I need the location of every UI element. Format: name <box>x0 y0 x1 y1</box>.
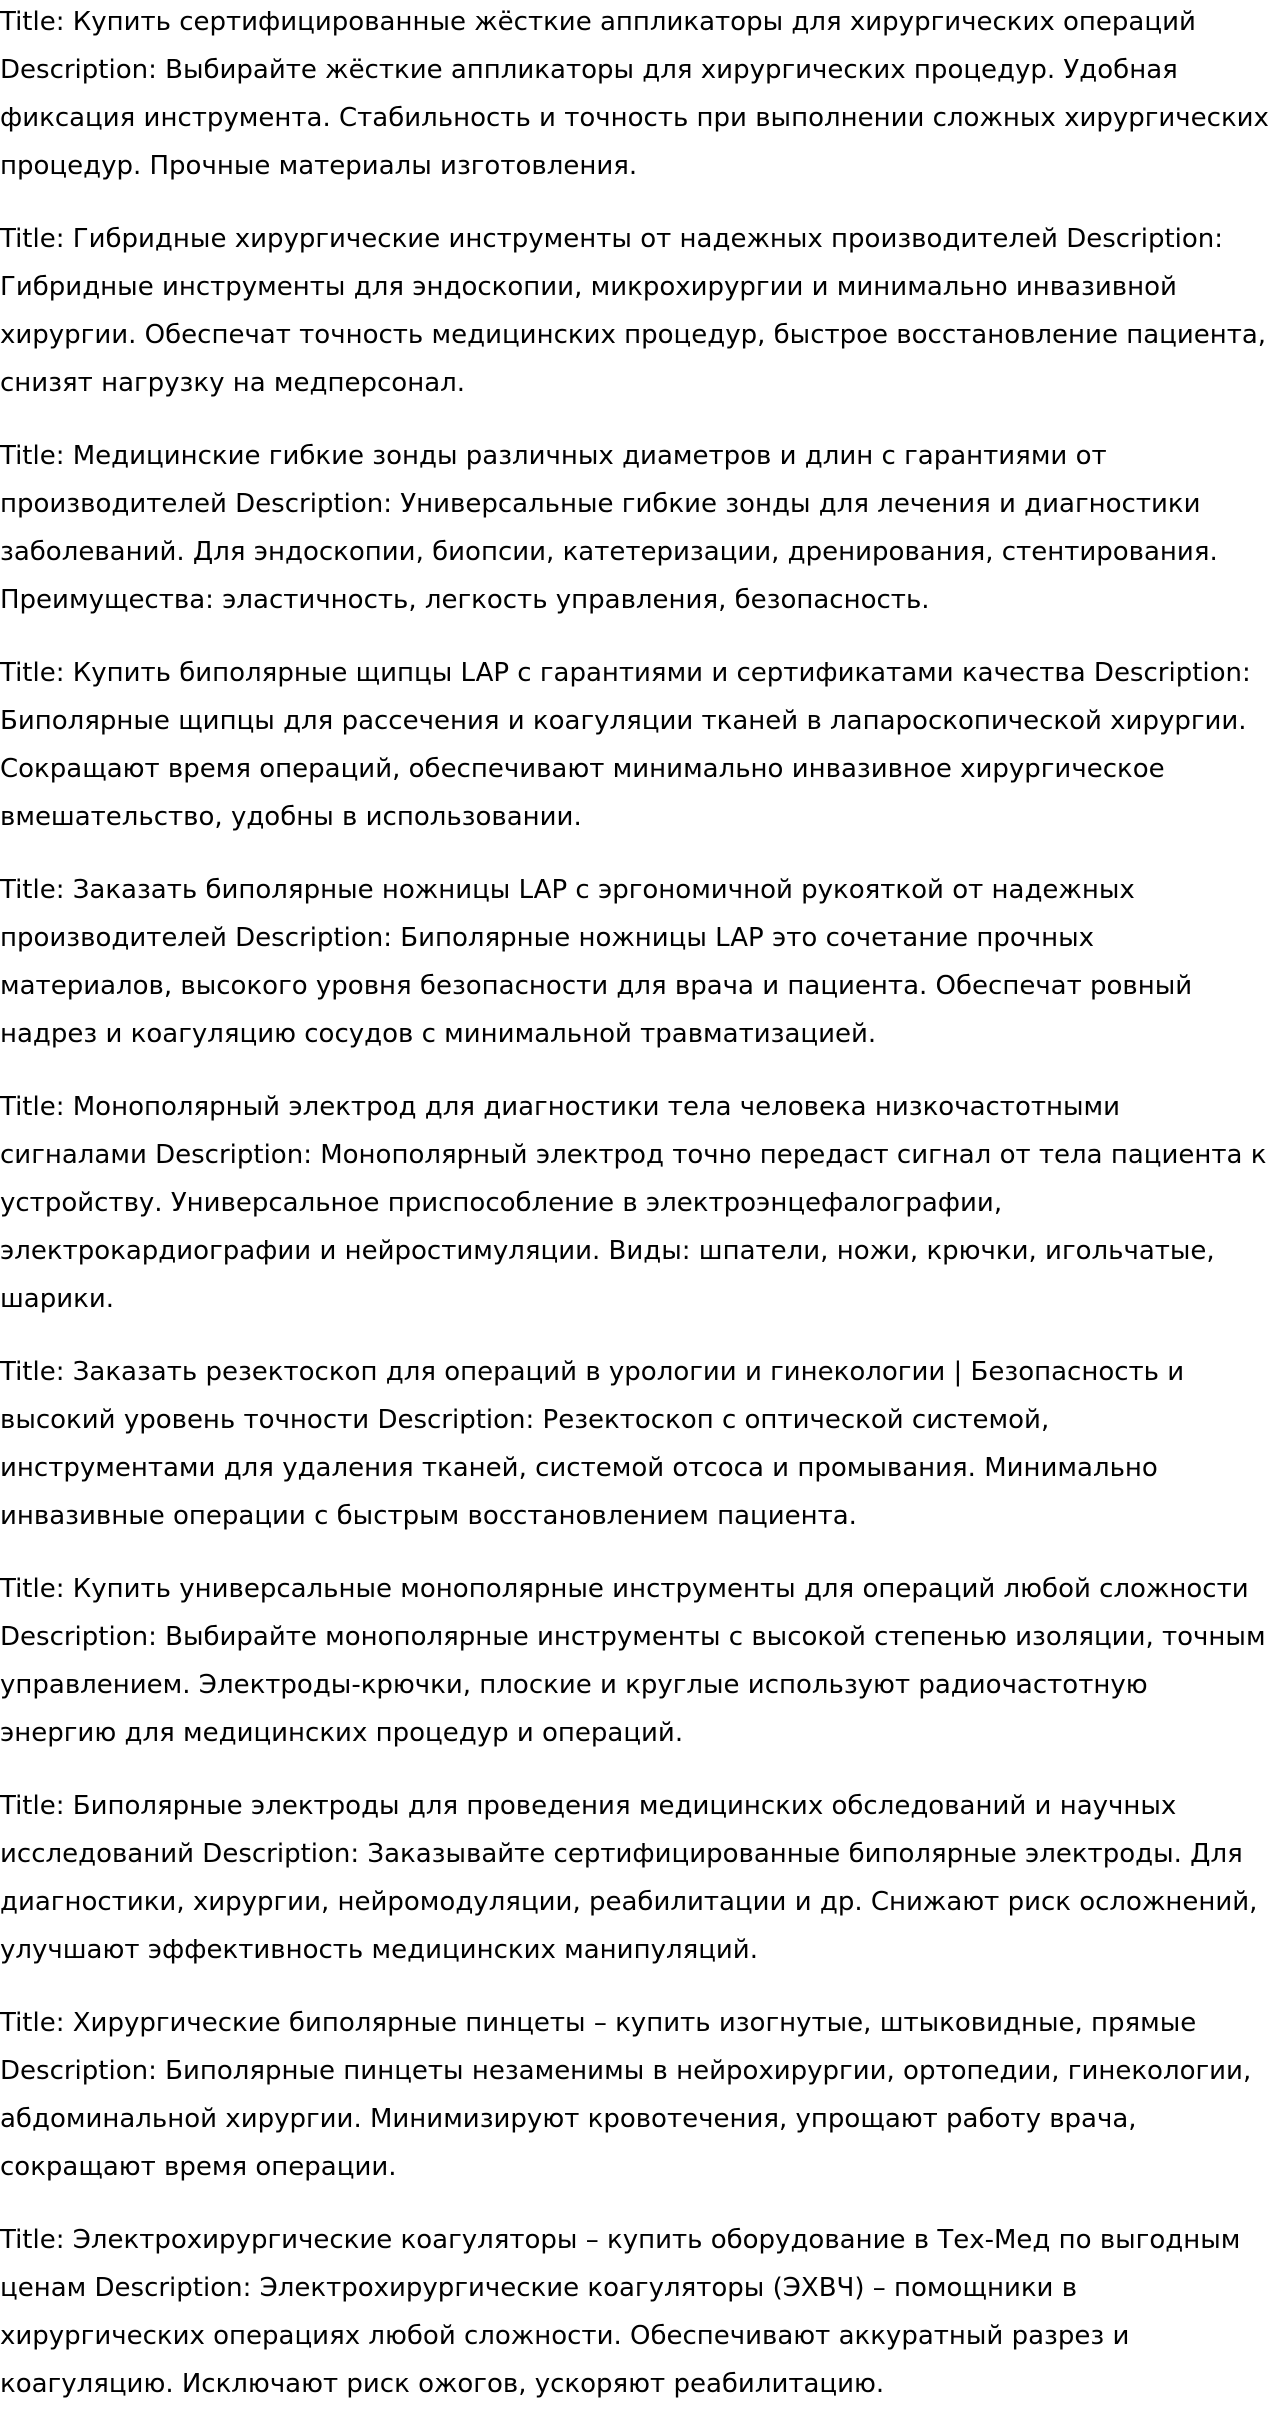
entry-bipolar-tweezers: Title: Хирургические биполярные пинцеты – купить изогнутые, штыковидные, прямые Description: Биполярные пинцеты незаменимы в нейрохирургии, ортопедии, гинекологии, абдоминальной хирургии. Минимизируют кровотечения, упрощают работу врача, сокращают время операции. <box>0 2008 1252 2182</box>
entry-resectoscope: Title: Заказать резектоскоп для операций в урологии и гинекологии | Безопасность и высокий уровень точности Description: Резектоскоп с оптической системой, инструментами для удаления тканей, системой отсоса и промывания. Минимально инвазивные операции с быстрым восстановлением пациента. <box>0 1357 1185 1531</box>
entry-bipolar-electrodes: Title: Биполярные электроды для проведения медицинских обследований и научных исследований Description: Заказывайте сертифицированные биполярные электроды. Для диагностики, хирургии, нейромодуляции, реабилитации и др. Снижают риск осложнений, улучшают эффективность медицинских манипуляций. <box>0 1791 1258 1965</box>
entry-monopolar-instruments: Title: Купить универсальные монополярные инструменты для операций любой сложности Description: Выбирайте монополярные инструменты с высокой степенью изоляции, точным управлением. Электроды-крючки, плоские и круглые используют радиочастотную энергию для медицинских процедур и операций. <box>0 1574 1266 1748</box>
entry-bipolar-scissors-lap: Title: Заказать биполярные ножницы LAP с эргономичной рукояткой от надежных производителей Description: Биполярные ножницы LAP это сочетание прочных материалов, высокого уровня безопасности для врача и пациента. Обеспечат ровный надрез и коагуляцию сосудов с минимальной травматизацией. <box>0 875 1193 1049</box>
entry-applicators: Title: Купить сертифицированные жёсткие аппликаторы для хирургических операций Description: Выбирайте жёсткие аппликаторы для хирургических процедур. Удобная фиксация инструмента. Стабильность и точность при выполнении сложных хирургических процедур. Прочные материалы изготовления. <box>0 7 1269 181</box>
entry-flexible-probes: Title: Медицинские гибкие зонды различных диаметров и длин с гарантиями от производителей Description: Универсальные гибкие зонды для лечения и диагностики заболеваний. Для эндоскопии, биопсии, катетеризации, дренирования, стентирования. Преимущества: эластичность, легкость управления, безопасность. <box>0 441 1218 615</box>
entry-monopolar-electrode: Title: Монополярный электрод для диагностики тела человека низкочастотными сигналами Description: Монополярный электрод точно передаст сигнал от тела пациента к устройству. Универсальное приспособление в электроэнцефалографии, электрокардиографии и нейростимуляции. Виды: шпатели, ножи, крючки, игольчатые, шарики. <box>0 1092 1267 1314</box>
entry-hybrid-instruments: Title: Гибридные хирургические инструменты от надежных производителей Description: Гибридные инструменты для эндоскопии, микрохирургии и минимально инвазивной хирургии. Обеспечат точность медицинских процедур, быстрое восстановление пациента, снизят нагрузку на медперсонал. <box>0 224 1267 398</box>
entry-coagulators: Title: Электрохирургические коагуляторы – купить оборудование в Тех-Мед по выгодным ценам Description: Электрохирургические коагуляторы (ЭХВЧ) – помощники в хирургических операциях любой сложности. Обеспечивают аккуратный разрез и коагуляцию. Исключают риск ожогов, ускоряют реабилитацию. <box>0 2225 1241 2399</box>
entry-bipolar-forceps-lap: Title: Купить биполярные щипцы LAP с гарантиями и сертификатами качества Description: Биполярные щипцы для рассечения и коагуляции тканей в лапароскопической хирургии. Сокращают время операций, обеспечивают минимально инвазивное хирургическое вмешательство, удобны в использовании. <box>0 658 1251 832</box>
